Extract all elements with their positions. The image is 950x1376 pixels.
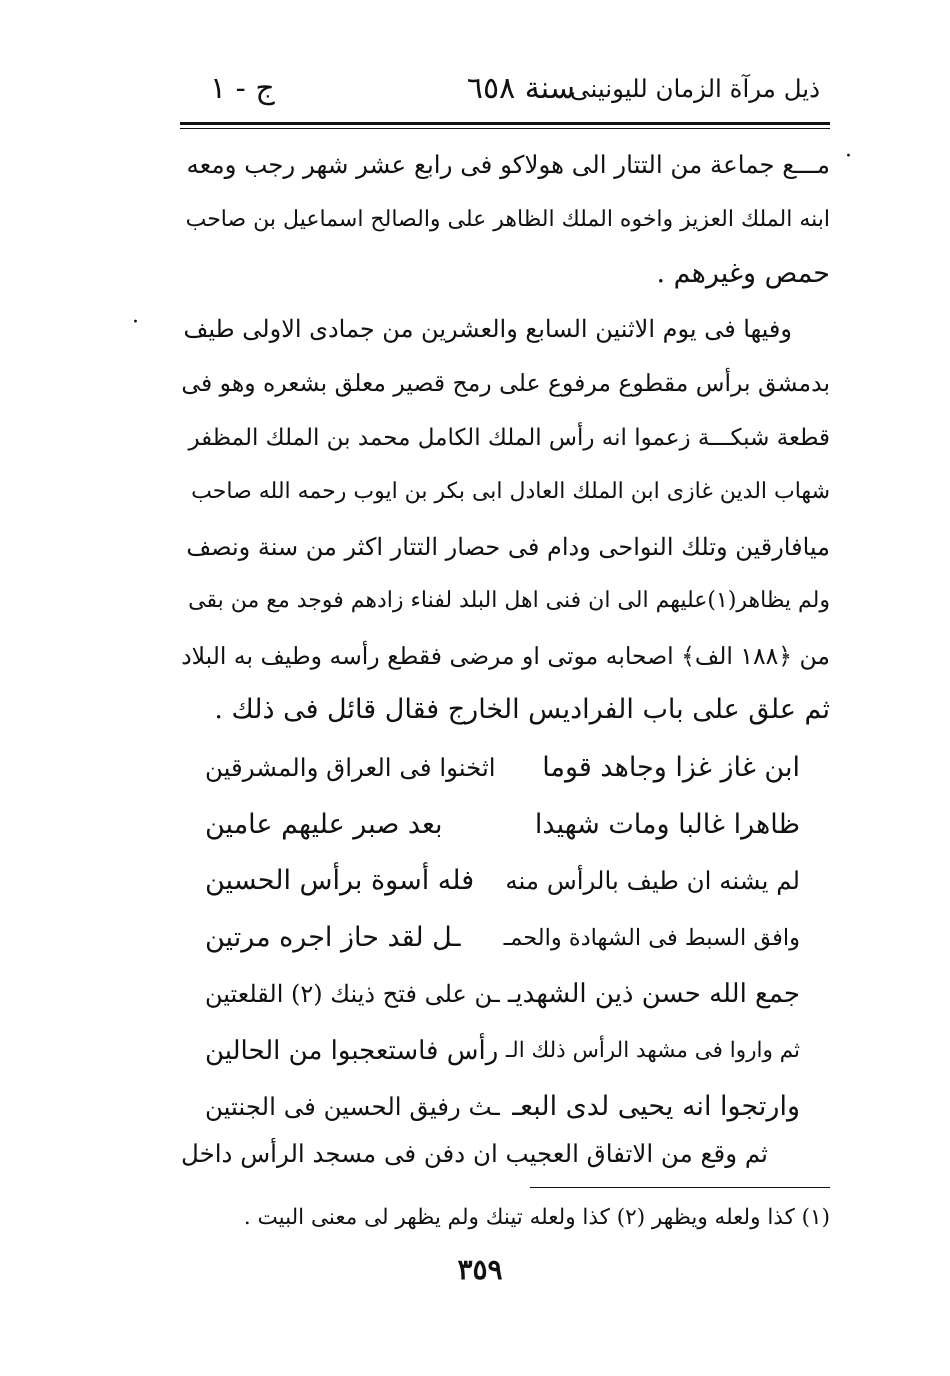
verse-first-hemistich: ظاهرا غالبا ومات شهيدا <box>534 808 800 840</box>
running-header <box>190 66 820 116</box>
header-year: سنة ٦٥٨ <box>466 71 575 106</box>
verse-second-hemistich: ـل لقد حاز اجره مرتين <box>205 921 461 953</box>
verse-second-hemistich: ـث رفيق الحسين فى الجنتين <box>205 1092 500 1121</box>
verse-second-hemistich: رأس فاستعجبوا من الحالين <box>205 1035 499 1066</box>
margin-dot: · <box>132 310 139 335</box>
poem-verse <box>195 1023 800 1080</box>
verse-first-hemistich: وارتجوا انه يحيى لدى البعـ <box>512 1091 800 1122</box>
poem-verse <box>195 797 800 854</box>
text-line: من ﴿١٨٨ الف﴾ اصحابه موتى او مرضى فقطع رأسه وطيف به البلاد <box>181 641 830 670</box>
verse-second-hemistich: بعد صبر عليهم عامين <box>205 808 443 840</box>
poem-verse <box>195 740 800 797</box>
header-title: ذيل مرآة الزمان لليونينى <box>570 74 820 103</box>
text-line: ابنه الملك العزيز واخوه الملك الظاهر على والصالح اسماعيل بن صاحب <box>185 206 830 232</box>
verse-first-hemistich: جمع الله حسن ذين الشهديـ <box>507 979 800 1009</box>
text-line: ميافارقين وتلك النواحى ودام فى حصار التتار اكثر من سنة ونصف <box>186 532 830 561</box>
text-line: شهاب الدين غازى ابن الملك العادل ابى بكر بن ايوب رحمه الله صاحب <box>191 479 830 504</box>
body-text-continued <box>180 1127 830 1182</box>
poem-verse <box>195 910 800 967</box>
verse-first-hemistich: ابن غاز غزا وجاهد قوما <box>542 752 800 783</box>
header-volume: ج - ١ <box>210 71 275 106</box>
text-line: ثم علق على باب الفراديس الخارج فقال قائل فى ذلك . <box>214 694 830 725</box>
text-line: حمص وغيرهم . <box>656 258 830 289</box>
header-rule-thin <box>180 128 830 129</box>
verse-second-hemistich: ـن على فتح ذينك (٢) القلعتين <box>205 980 500 1008</box>
page-number: ٣٥٩ <box>457 1253 503 1286</box>
text-line: ولم يظاهر(١)عليهم الى ان فنى اهل البلد لفناء زادهم فوجد مع من بقى <box>188 588 830 613</box>
verse-first-hemistich: ثم واروا فى مشهد الرأس ذلك الـ <box>505 1037 800 1063</box>
text-line: وفيها فى يوم الاثنين السابع والعشرين من جمادى الاولى طيف <box>183 314 792 343</box>
header-rule-thick <box>180 122 830 125</box>
poem <box>195 740 800 1136</box>
verse-first-hemistich: لم يشنه ان طيف بالرأس منه <box>505 866 800 895</box>
verse-second-hemistich: فله أسوة برأس الحسين <box>205 865 475 896</box>
text-line: ثم وقع من الاتفاق العجيب ان دفن فى مسجد الرأس داخل <box>181 1139 768 1168</box>
verse-first-hemistich: وافق السبط فى الشهادة والحمـ <box>503 924 800 951</box>
body-text <box>180 138 830 738</box>
footnote: (١) كذا ولعله ويظهر (٢) كذا ولعله تينك ولم يظهر لى معنى البيت . <box>243 1205 830 1230</box>
margin-dot: · <box>845 144 852 169</box>
text-line: مـــع جماعة من التتار الى هولاكو فى رابع عشر شهر رجب ومعه <box>186 150 830 179</box>
poem-verse <box>195 853 800 910</box>
verse-second-hemistich: اثخنوا فى العراق والمشرقين <box>205 753 496 782</box>
text-line: قطعة شبكـــة زعموا انه رأس الملك الكامل محمد بن الملك المظفر <box>188 424 830 451</box>
footnote-rule <box>530 1187 830 1188</box>
poem-verse <box>195 966 800 1023</box>
text-line: بدمشق برأس مقطوع مرفوع على رمح قصير معلق بشعره وهو فى <box>181 369 830 397</box>
